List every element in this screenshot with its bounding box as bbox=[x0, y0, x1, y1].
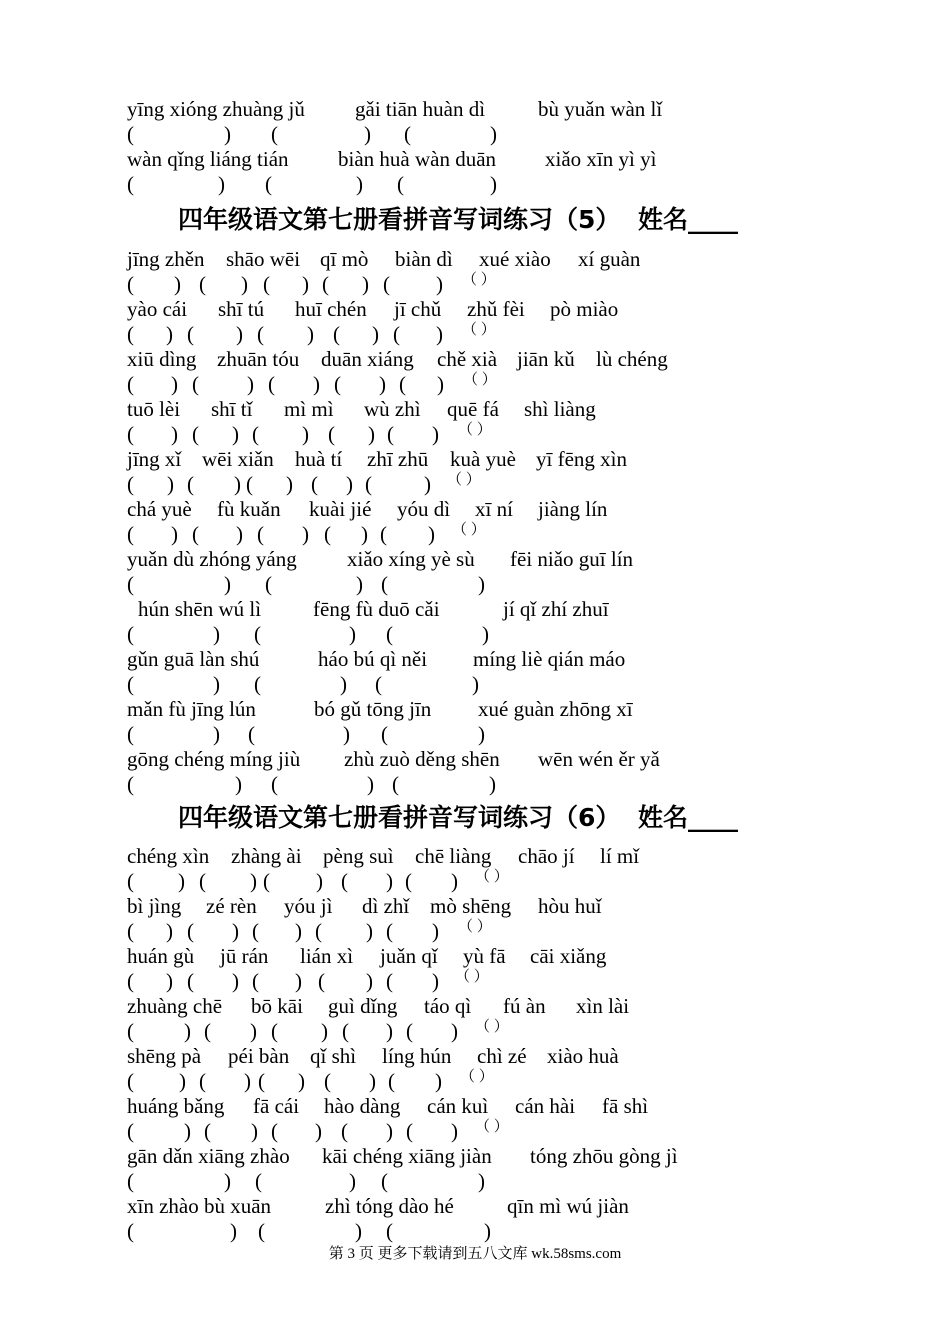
answer-bracket-close: ) bbox=[250, 1019, 257, 1043]
pinyin-word: yóu jì bbox=[284, 894, 333, 918]
answer-bracket-open: ( bbox=[254, 672, 261, 696]
page-footer: 第 3 页 更多下载请到五八文库 wk.58sms.com bbox=[328, 1246, 622, 1262]
answer-bracket-close: ) bbox=[435, 1069, 442, 1093]
pinyin-word: shī tú bbox=[218, 297, 265, 321]
pinyin-word: chì zé bbox=[477, 1044, 527, 1068]
pinyin-idiom: zhì tóng dào hé bbox=[325, 1194, 454, 1218]
answer-bracket-open: ( bbox=[386, 919, 393, 943]
answer-bracket-open: ( bbox=[199, 1069, 206, 1093]
answer-bracket-close: ) bbox=[171, 372, 178, 396]
answer-bracket-close: ) bbox=[424, 472, 431, 496]
pinyin-word: qī mò bbox=[320, 247, 369, 271]
answer-bracket-close: ) bbox=[368, 422, 375, 446]
answer-bracket-fullwidth: （ ） bbox=[458, 919, 492, 935]
pinyin-word: huī chén bbox=[295, 297, 367, 321]
answer-bracket-close: ) bbox=[213, 672, 220, 696]
pinyin-word: biàn dì bbox=[395, 247, 453, 271]
pinyin-word: cāi xiǎng bbox=[530, 944, 607, 968]
answer-bracket-open: ( bbox=[127, 772, 134, 796]
answer-bracket-close: ) bbox=[302, 272, 309, 296]
answer-bracket-close: ) bbox=[472, 672, 479, 696]
pinyin-idiom: hún shēn wú lì bbox=[138, 597, 262, 621]
answer-bracket-close: ) bbox=[428, 522, 435, 546]
answer-bracket-close: ) bbox=[184, 1119, 191, 1143]
pinyin-word: yù fā bbox=[463, 944, 506, 968]
pinyin-word: péi bàn bbox=[228, 1044, 290, 1068]
answer-bracket-open: ( bbox=[404, 122, 411, 146]
pinyin-word: jiān kǔ bbox=[517, 347, 575, 371]
answer-bracket-close: ) bbox=[361, 522, 368, 546]
answer-bracket-close: ) bbox=[478, 722, 485, 746]
pinyin-idiom: xué guàn zhōng xī bbox=[478, 697, 633, 721]
pinyin-idiom: gōng chéng míng jiù bbox=[127, 747, 301, 771]
answer-bracket-close: ) bbox=[386, 869, 393, 893]
pinyin-word: pèng suì bbox=[323, 844, 394, 868]
answer-bracket-close: ) bbox=[316, 869, 323, 893]
pinyin-word: yào cái bbox=[127, 297, 188, 321]
answer-bracket-fullwidth: （ ） bbox=[475, 869, 509, 885]
answer-bracket-close: ) bbox=[432, 919, 439, 943]
answer-bracket-close: ) bbox=[436, 272, 443, 296]
pinyin-word: yóu dì bbox=[397, 497, 451, 521]
answer-bracket-open: ( bbox=[341, 1119, 348, 1143]
pinyin-word: dì zhǐ bbox=[362, 894, 410, 918]
pinyin-word: lián xì bbox=[300, 944, 354, 968]
answer-bracket-close: ) bbox=[247, 372, 254, 396]
pinyin-idiom: jí qǐ zhí zhuī bbox=[503, 597, 609, 621]
pinyin-word: shì liàng bbox=[524, 397, 596, 421]
pinyin-word: bō kāi bbox=[251, 994, 303, 1018]
pinyin-word: zhī zhū bbox=[367, 447, 429, 471]
answer-bracket-open: ( bbox=[315, 919, 322, 943]
answer-bracket-close: ) bbox=[241, 272, 248, 296]
answer-bracket-open: ( bbox=[127, 919, 134, 943]
answer-bracket-close: ) bbox=[451, 1119, 458, 1143]
answer-bracket-open: ( bbox=[187, 472, 194, 496]
answer-bracket-open: ( bbox=[127, 869, 134, 893]
answer-bracket-open: ( bbox=[271, 1019, 278, 1043]
answer-bracket-fullwidth: （ ） bbox=[452, 522, 486, 538]
answer-bracket-open: ( bbox=[127, 172, 134, 196]
answer-bracket-close: ) bbox=[302, 422, 309, 446]
answer-bracket-close: ) bbox=[379, 372, 386, 396]
answer-bracket-close: ) bbox=[436, 322, 443, 346]
pinyin-word: qǐ shì bbox=[310, 1044, 357, 1068]
answer-bracket-close: ) bbox=[236, 522, 243, 546]
pinyin-word: jī chǔ bbox=[394, 297, 442, 321]
pinyin-word: xìn lài bbox=[576, 994, 630, 1018]
answer-bracket-open: ( bbox=[252, 919, 259, 943]
answer-bracket-open: ( bbox=[380, 522, 387, 546]
pinyin-word: cán kuì bbox=[427, 1094, 489, 1118]
answer-bracket-close: ) bbox=[484, 1219, 491, 1243]
answer-bracket-open: ( bbox=[263, 869, 270, 893]
answer-bracket-open: ( bbox=[392, 772, 399, 796]
answer-bracket-fullwidth: （ ） bbox=[462, 322, 496, 338]
name-field-label: 姓名____ bbox=[638, 205, 739, 234]
answer-bracket-open: ( bbox=[397, 172, 404, 196]
answer-bracket-close: ) bbox=[432, 969, 439, 993]
answer-bracket-open: ( bbox=[257, 322, 264, 346]
pinyin-idiom: míng liè qián máo bbox=[473, 647, 626, 671]
pinyin-word: kuà yuè bbox=[450, 447, 516, 471]
answer-bracket-open: ( bbox=[252, 422, 259, 446]
answer-bracket-close: ) bbox=[489, 772, 496, 796]
pinyin-idiom: fēng fù duō cǎi bbox=[313, 597, 440, 621]
answer-bracket-open: ( bbox=[192, 522, 199, 546]
pinyin-word: xiǎo xīn yì yì bbox=[545, 147, 657, 171]
answer-bracket-close: ) bbox=[364, 122, 371, 146]
answer-bracket-close: ) bbox=[482, 622, 489, 646]
pinyin-idiom: tóng zhōu gòng jì bbox=[530, 1144, 678, 1168]
answer-bracket-open: ( bbox=[127, 422, 134, 446]
answer-bracket-open: ( bbox=[127, 522, 134, 546]
section-6-title bbox=[0, 802, 950, 834]
answer-bracket-open: ( bbox=[333, 322, 340, 346]
answer-bracket-open: ( bbox=[258, 1069, 265, 1093]
answer-bracket-close: ) bbox=[236, 322, 243, 346]
answer-bracket-open: ( bbox=[127, 672, 134, 696]
answer-bracket-open: ( bbox=[127, 1119, 134, 1143]
answer-bracket-open: ( bbox=[271, 122, 278, 146]
pinyin-word: quē fá bbox=[447, 397, 499, 421]
answer-bracket-close: ) bbox=[340, 672, 347, 696]
answer-bracket-close: ) bbox=[386, 1119, 393, 1143]
answer-bracket-open: ( bbox=[258, 1219, 265, 1243]
pinyin-word: chē liàng bbox=[415, 844, 492, 868]
answer-bracket-close: ) bbox=[295, 919, 302, 943]
answer-bracket-open: ( bbox=[127, 722, 134, 746]
answer-bracket-close: ) bbox=[171, 522, 178, 546]
answer-bracket-open: ( bbox=[318, 969, 325, 993]
pinyin-word: hào dàng bbox=[324, 1094, 401, 1118]
pinyin-idiom: bó gǔ tōng jīn bbox=[314, 697, 432, 721]
answer-bracket-close: ) bbox=[174, 272, 181, 296]
answer-bracket-open: ( bbox=[265, 172, 272, 196]
answer-bracket-close: ) bbox=[366, 969, 373, 993]
pinyin-word: zhǔ fèi bbox=[467, 297, 525, 321]
answer-bracket-open: ( bbox=[268, 372, 275, 396]
answer-bracket-open: ( bbox=[341, 869, 348, 893]
answer-bracket-close: ) bbox=[367, 772, 374, 796]
pinyin-word: zé rèn bbox=[206, 894, 257, 918]
answer-bracket-open: ( bbox=[257, 522, 264, 546]
answer-bracket-close: ) bbox=[451, 869, 458, 893]
answer-bracket-close: ) bbox=[171, 422, 178, 446]
answer-bracket-close: ) bbox=[478, 572, 485, 596]
section-title-text: 四年级语文第七册看拼音写词练习（5） bbox=[178, 205, 621, 234]
answer-bracket-close: ) bbox=[166, 969, 173, 993]
pinyin-idiom: wēn wén ěr yǎ bbox=[538, 747, 660, 771]
answer-bracket-close: ) bbox=[372, 322, 379, 346]
answer-bracket-close: ) bbox=[343, 722, 350, 746]
pinyin-word: huáng bǎng bbox=[127, 1094, 225, 1118]
pinyin-word: cán hài bbox=[515, 1094, 576, 1118]
answer-bracket-close: ) bbox=[386, 1019, 393, 1043]
pinyin-word: wù zhì bbox=[364, 397, 421, 421]
pinyin-idiom: xiǎo xíng yè sù bbox=[347, 547, 475, 571]
answer-bracket-open: ( bbox=[127, 272, 134, 296]
answer-bracket-open: ( bbox=[265, 572, 272, 596]
answer-bracket-close: ) bbox=[232, 969, 239, 993]
pinyin-word: juǎn qǐ bbox=[380, 944, 438, 968]
answer-bracket-open: ( bbox=[127, 472, 134, 496]
answer-bracket-close: ) bbox=[166, 322, 173, 346]
answer-bracket-close: ) bbox=[166, 919, 173, 943]
answer-bracket-open: ( bbox=[204, 1019, 211, 1043]
answer-bracket-open: ( bbox=[381, 722, 388, 746]
answer-bracket-open: ( bbox=[187, 919, 194, 943]
pinyin-word: pò miào bbox=[550, 297, 619, 321]
answer-bracket-open: ( bbox=[127, 322, 134, 346]
answer-bracket-open: ( bbox=[271, 772, 278, 796]
pinyin-word: jiàng lín bbox=[538, 497, 608, 521]
answer-bracket-close: ) bbox=[298, 1069, 305, 1093]
answer-bracket-open: ( bbox=[127, 1169, 134, 1193]
answer-bracket-open: ( bbox=[324, 1069, 331, 1093]
answer-bracket-open: ( bbox=[365, 472, 372, 496]
pinyin-word: chéng xìn bbox=[127, 844, 210, 868]
answer-bracket-close: ) bbox=[307, 322, 314, 346]
answer-bracket-open: ( bbox=[311, 472, 318, 496]
pinyin-word: fā cái bbox=[253, 1094, 300, 1118]
answer-bracket-open: ( bbox=[127, 572, 134, 596]
answer-bracket-open: ( bbox=[386, 1219, 393, 1243]
answer-bracket-close: ) bbox=[451, 1019, 458, 1043]
answer-bracket-open: ( bbox=[386, 622, 393, 646]
answer-bracket-close: ) bbox=[213, 722, 220, 746]
pinyin-word: kuài jié bbox=[309, 497, 372, 521]
answer-bracket-open: ( bbox=[386, 969, 393, 993]
pinyin-word: huà tí bbox=[295, 447, 343, 471]
pinyin-idiom: gǔn guā làn shú bbox=[127, 647, 260, 671]
pinyin-word: shī tǐ bbox=[211, 397, 253, 421]
answer-bracket-open: ( bbox=[127, 372, 134, 396]
answer-bracket-close: ) bbox=[184, 1019, 191, 1043]
answer-bracket-close: ) bbox=[315, 1119, 322, 1143]
pinyin-word: zhuàng chē bbox=[127, 994, 223, 1018]
answer-bracket-close: ) bbox=[234, 472, 241, 496]
answer-bracket-open: ( bbox=[127, 622, 134, 646]
answer-bracket-open: ( bbox=[127, 1069, 134, 1093]
answer-bracket-close: ) bbox=[362, 272, 369, 296]
answer-bracket-open: ( bbox=[328, 422, 335, 446]
answer-bracket-close: ) bbox=[232, 422, 239, 446]
pinyin-word: huán gù bbox=[127, 944, 195, 968]
answer-bracket-close: ) bbox=[490, 172, 497, 196]
answer-bracket-close: ) bbox=[179, 1069, 186, 1093]
answer-bracket-close: ) bbox=[218, 172, 225, 196]
pinyin-word: chāo jí bbox=[518, 844, 575, 868]
pinyin-word: jū rán bbox=[220, 944, 269, 968]
pinyin-idiom: fēi niǎo guī lín bbox=[510, 547, 634, 571]
name-field-label: 姓名____ bbox=[638, 803, 739, 832]
answer-bracket-close: ) bbox=[251, 1119, 258, 1143]
pinyin-idiom: háo bú qì něi bbox=[318, 647, 428, 671]
answer-bracket-close: ) bbox=[286, 472, 293, 496]
pinyin-word: gǎi tiān huàn dì bbox=[355, 97, 486, 121]
answer-bracket-close: ) bbox=[224, 122, 231, 146]
pinyin-word: táo qì bbox=[424, 994, 472, 1018]
pinyin-word: jīng zhěn bbox=[127, 247, 205, 271]
answer-bracket-open: ( bbox=[387, 422, 394, 446]
answer-bracket-open: ( bbox=[381, 1169, 388, 1193]
answer-bracket-close: ) bbox=[295, 969, 302, 993]
answer-bracket-open: ( bbox=[192, 422, 199, 446]
pinyin-word: jīng xǐ bbox=[127, 447, 182, 471]
pinyin-word: fù kuǎn bbox=[217, 497, 281, 521]
pinyin-word: biàn huà wàn duān bbox=[338, 147, 497, 171]
answer-bracket-open: ( bbox=[375, 672, 382, 696]
answer-bracket-open: ( bbox=[388, 1069, 395, 1093]
answer-bracket-close: ) bbox=[224, 1169, 231, 1193]
answer-bracket-fullwidth: （ ） bbox=[455, 969, 489, 985]
answer-bracket-close: ) bbox=[224, 572, 231, 596]
answer-bracket-close: ) bbox=[369, 1069, 376, 1093]
pinyin-word: yī fēng xìn bbox=[536, 447, 627, 471]
answer-bracket-close: ) bbox=[356, 572, 363, 596]
answer-bracket-fullwidth: （ ） bbox=[460, 1069, 494, 1085]
section-5-title bbox=[0, 204, 950, 236]
pinyin-word: shēng pà bbox=[127, 1044, 202, 1068]
answer-bracket-open: ( bbox=[271, 1119, 278, 1143]
pinyin-word: wàn qǐng liáng tián bbox=[127, 147, 289, 171]
answer-bracket-close: ) bbox=[321, 1019, 328, 1043]
pinyin-idiom: zhù zuò děng shēn bbox=[344, 747, 500, 771]
answer-bracket-close: ) bbox=[230, 1219, 237, 1243]
answer-bracket-open: ( bbox=[324, 522, 331, 546]
pinyin-word: guì dǐng bbox=[328, 994, 398, 1018]
answer-bracket-open: ( bbox=[399, 372, 406, 396]
answer-bracket-close: ) bbox=[349, 1169, 356, 1193]
answer-bracket-close: ) bbox=[349, 622, 356, 646]
pinyin-word: bù yuǎn wàn lǐ bbox=[538, 97, 663, 121]
pinyin-word: xī ní bbox=[475, 497, 513, 521]
pinyin-word: duān xiáng bbox=[321, 347, 414, 371]
pinyin-idiom: mǎn fù jīng lún bbox=[127, 697, 256, 721]
answer-bracket-open: ( bbox=[393, 322, 400, 346]
pinyin-word: mì mì bbox=[284, 397, 334, 421]
pinyin-word: xiào huà bbox=[547, 1044, 619, 1068]
answer-bracket-fullwidth: （ ） bbox=[475, 1119, 509, 1135]
answer-bracket-close: ) bbox=[232, 919, 239, 943]
answer-bracket-open: ( bbox=[342, 1019, 349, 1043]
pinyin-word: tuō lèi bbox=[127, 397, 181, 421]
answer-bracket-open: ( bbox=[406, 1019, 413, 1043]
section-title-text: 四年级语文第七册看拼音写词练习（6） bbox=[178, 803, 621, 832]
pinyin-word: hòu huǐ bbox=[538, 894, 602, 918]
pinyin-word: mò shēng bbox=[430, 894, 512, 918]
answer-bracket-close: ) bbox=[302, 522, 309, 546]
answer-bracket-open: ( bbox=[252, 969, 259, 993]
answer-bracket-open: ( bbox=[255, 1169, 262, 1193]
answer-bracket-open: ( bbox=[248, 722, 255, 746]
answer-bracket-close: ) bbox=[478, 1169, 485, 1193]
answer-bracket-fullwidth: （ ） bbox=[462, 272, 496, 288]
answer-bracket-fullwidth: （ ） bbox=[475, 1019, 509, 1035]
pinyin-word: bì jìng bbox=[127, 894, 182, 918]
pinyin-word: shāo wēi bbox=[226, 247, 301, 271]
pinyin-word: yīng xióng zhuàng jǔ bbox=[127, 97, 305, 121]
answer-bracket-open: ( bbox=[187, 969, 194, 993]
answer-bracket-fullwidth: （ ） bbox=[463, 372, 497, 388]
pinyin-idiom: yuǎn dù zhóng yáng bbox=[127, 547, 297, 571]
answer-bracket-open: ( bbox=[127, 1219, 134, 1243]
answer-bracket-close: ) bbox=[167, 472, 174, 496]
pinyin-word: fú àn bbox=[503, 994, 546, 1018]
pinyin-word: xí guàn bbox=[578, 247, 641, 271]
answer-bracket-open: ( bbox=[381, 572, 388, 596]
answer-bracket-close: ) bbox=[432, 422, 439, 446]
answer-bracket-open: ( bbox=[254, 622, 261, 646]
pinyin-word: fā shì bbox=[602, 1094, 649, 1118]
pinyin-idiom: gān dǎn xiāng zhào bbox=[127, 1144, 290, 1168]
answer-bracket-close: ) bbox=[490, 122, 497, 146]
answer-bracket-close: ) bbox=[346, 472, 353, 496]
answer-bracket-close: ) bbox=[235, 772, 242, 796]
answer-bracket-open: ( bbox=[383, 272, 390, 296]
pinyin-idiom: kāi chéng xiāng jiàn bbox=[322, 1144, 492, 1168]
pinyin-word: lù chéng bbox=[596, 347, 668, 371]
answer-bracket-open: ( bbox=[127, 969, 134, 993]
pinyin-word: wēi xiǎn bbox=[202, 447, 274, 471]
answer-bracket-close: ) bbox=[355, 1219, 362, 1243]
pinyin-word: chě xià bbox=[437, 347, 498, 371]
answer-bracket-fullwidth: （ ） bbox=[458, 422, 492, 438]
answer-bracket-open: ( bbox=[406, 1119, 413, 1143]
answer-bracket-open: ( bbox=[263, 272, 270, 296]
answer-bracket-open: ( bbox=[204, 1119, 211, 1143]
answer-bracket-open: ( bbox=[405, 869, 412, 893]
answer-bracket-open: ( bbox=[246, 472, 253, 496]
pinyin-word: xué xiào bbox=[479, 247, 551, 271]
pinyin-idiom: qīn mì wú jiàn bbox=[507, 1194, 629, 1218]
answer-bracket-open: ( bbox=[199, 272, 206, 296]
answer-bracket-close: ) bbox=[213, 622, 220, 646]
pinyin-idiom: xīn zhào bù xuān bbox=[127, 1194, 272, 1218]
answer-bracket-open: ( bbox=[322, 272, 329, 296]
pinyin-word: xiū dìng bbox=[127, 347, 197, 371]
pinyin-word: lí mǐ bbox=[600, 844, 640, 868]
pinyin-word: zhuān tóu bbox=[217, 347, 300, 371]
pinyin-word: zhàng ài bbox=[231, 844, 302, 868]
answer-bracket-close: ) bbox=[366, 919, 373, 943]
answer-bracket-close: ) bbox=[178, 869, 185, 893]
answer-bracket-open: ( bbox=[334, 372, 341, 396]
answer-bracket-close: ) bbox=[244, 1069, 251, 1093]
answer-bracket-open: ( bbox=[127, 1019, 134, 1043]
answer-bracket-close: ) bbox=[313, 372, 320, 396]
answer-bracket-close: ) bbox=[437, 372, 444, 396]
answer-bracket-open: ( bbox=[192, 372, 199, 396]
pinyin-word: líng hún bbox=[382, 1044, 452, 1068]
answer-bracket-close: ) bbox=[250, 869, 257, 893]
answer-bracket-open: ( bbox=[127, 122, 134, 146]
answer-bracket-close: ) bbox=[356, 172, 363, 196]
answer-bracket-open: ( bbox=[199, 869, 206, 893]
answer-bracket-open: ( bbox=[187, 322, 194, 346]
answer-bracket-fullwidth: （ ） bbox=[447, 472, 481, 488]
pinyin-word: chá yuè bbox=[127, 497, 192, 521]
